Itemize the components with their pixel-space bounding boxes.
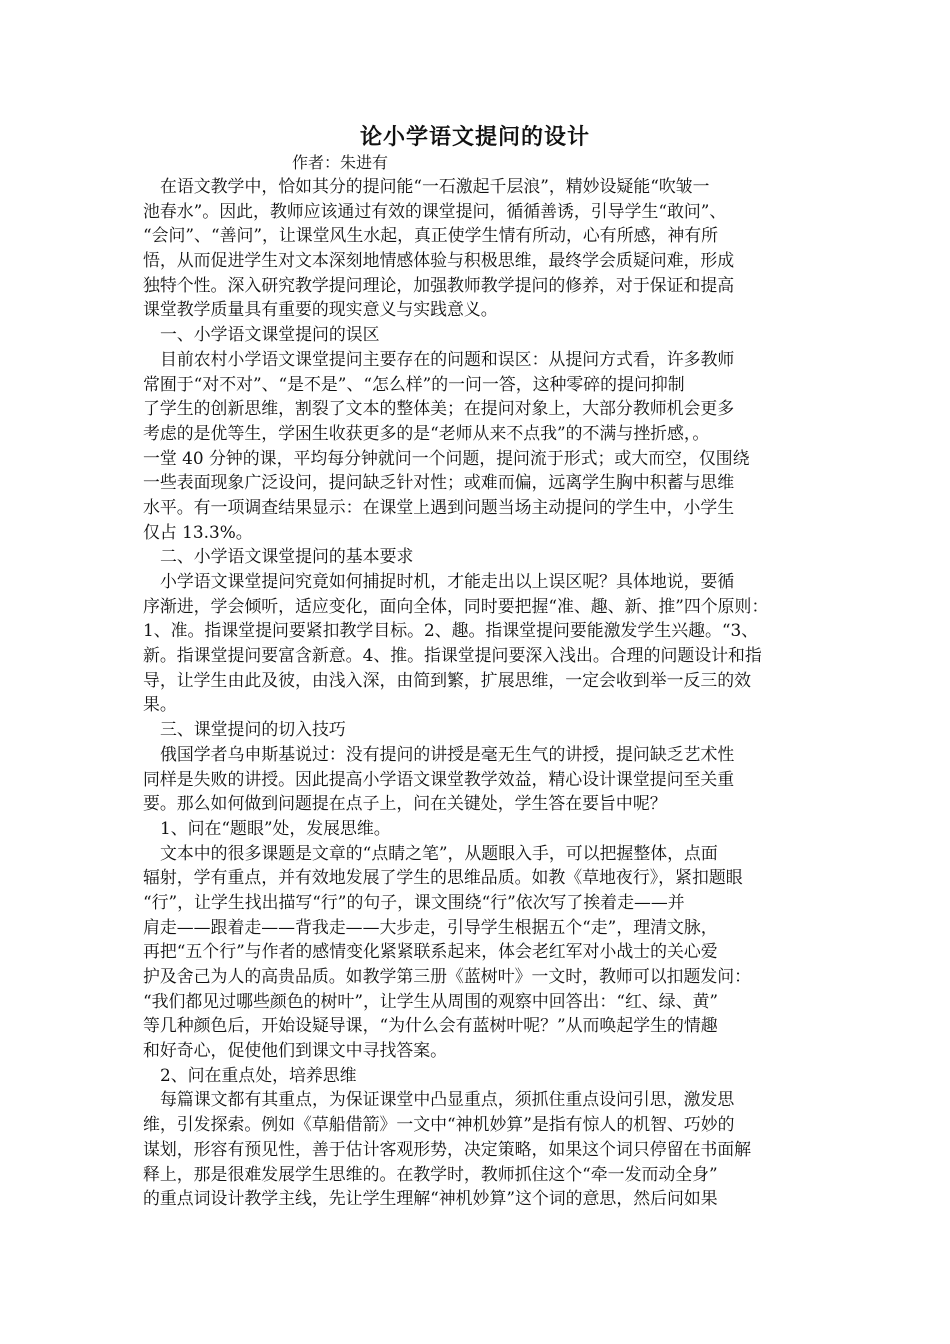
subsection-heading: 1、问在“题眼”处，发展思维。	[160, 817, 391, 838]
paragraph-line: 在语文教学中，恰如其分的提问能“一石激起千层浪”，精妙设疑能“吹皱一	[160, 176, 710, 196]
paragraph-line: 导，让学生由此及彼，由浅入深，由简到繁，扩展思维，一定会收到举一反三的效	[143, 669, 752, 690]
paragraph-line: 释上，那是很难发展学生思维的。在教学时，教师抓住这个“牵一发而动全身”	[143, 1163, 718, 1184]
paragraph-line: 果。	[143, 694, 177, 715]
subsection-heading: 2、问在重点处，培养思维	[160, 1064, 357, 1085]
paragraph-line: 的重点词设计教学主线，先让学生理解“神机妙算”这个词的意思，然后问如果	[143, 1188, 718, 1209]
paragraph-line: 水平。有一项调查结果显示：在课堂上遇到问题当场主动提问的学生中，小学生	[143, 496, 735, 517]
paragraph-line: 谋划，形容有预见性，善于估计客观形势，决定策略，如果这个词只停留在书面解	[143, 1138, 752, 1159]
paragraph-line: 1、准。指课堂提问要紧扣教学目标。2、趣。指课堂提问要能激发学生兴趣。“3、	[143, 620, 759, 641]
section-heading: 二、小学语文课堂提问的基本要求	[160, 546, 414, 567]
paragraph-line: 肩走——跟着走——背我走——大步走，引导学生根据五个“走”，理清文脉，	[143, 916, 718, 937]
paragraph-line: 每篇课文都有其重点，为保证课堂中凸显重点，须抓住重点设问引思，激发思	[160, 1089, 735, 1110]
paragraph-line: 同样是失败的讲授。因此提高小学语文课堂教学效益，精心设计课堂提问至关重	[143, 768, 735, 789]
paragraph-line: 再把“五个行”与作者的感情变化紧紧联系起来，体会老红军对小战士的关心爱	[143, 941, 718, 962]
document-title: 论小学语文提问的设计	[359, 124, 590, 150]
paragraph-line: 俄国学者乌申斯基说过：没有提问的讲授是毫无生气的讲授，提问缺乏艺术性	[160, 743, 735, 764]
paragraph-line: 护及舍己为人的高贵品质。如教学第三册《蓝树叶》一文时，教师可以扣题发问：	[143, 966, 752, 986]
paragraph-line: “会问”、“善问”，让课堂风生水起，真正使学生情有所动，心有所感，神有所	[143, 225, 719, 246]
paragraph-line: 辐射，学有重点，并有效地发展了学生的思维品质。如教《草地夜行》，紧扣题眼	[143, 867, 743, 888]
paragraph-line: 仅占 13.3%。	[143, 521, 253, 542]
paragraph-line: 独特个性。深入研究教学提问理论，加强教师教学提问的修养，对于保证和提高	[143, 274, 735, 295]
paragraph-line: 要。那么如何做到问题提在点子上，问在关键处，学生答在要旨中呢？	[143, 793, 667, 814]
author-line: 作者：朱进有	[292, 153, 389, 172]
paragraph-line: 等几种颜色后，开始设疑导课，“为什么会有蓝树叶呢？”从而唤起学生的情趣	[143, 1015, 718, 1036]
paragraph-line: 一些表面现象广泛设问，提问缺乏针对性；或难而偏，远离学生胸中积蓄与思维	[143, 472, 735, 493]
paragraph-line: 目前农村小学语文课堂提问主要存在的问题和误区：从提问方式看，许多教师	[160, 348, 735, 369]
paragraph-line: 池春水”。因此，教师应该通过有效的课堂提问，循循善诱，引导学生“敢问”、	[143, 200, 727, 221]
paragraph-line: 了学生的创新思维，割裂了文本的整体美；在提问对象上，大部分教师机会更多	[143, 398, 735, 419]
paragraph-line: 常囿于“对不对”、“是不是”、“怎么样”的一问一答，这种零碎的提问抑制	[143, 373, 685, 394]
paragraph-line: 一堂 40 分钟的课，平均每分钟就问一个问题，提问流于形式；或大而空，仅围绕	[143, 447, 750, 468]
paragraph-line: 维，引发探索。例如《草船借箭》一文中“神机妙算”是指有惊人的机智、巧妙的	[143, 1114, 735, 1135]
paragraph-line: 文本中的很多课题是文章的“点睛之笔”，从题眼入手，可以把握整体，点面	[160, 842, 718, 863]
paragraph-line: “我们都见过哪些颜色的树叶”，让学生从周围的观察中回答出：“红、绿、黄”	[143, 990, 719, 1011]
paragraph-line: 小学语文课堂提问究竟如何捕捉时机，才能走出以上误区呢？具体地说，要循	[160, 571, 735, 591]
paragraph-line: 悟，从而促进学生对文本深刻地情感体验与积极思维，最终学会质疑问难，形成	[143, 250, 735, 271]
document-body	[143, 174, 809, 1211]
paragraph-line: 新。指课堂提问要富含新意。4、推。指课堂提问要深入浅出。合理的问题设计和指	[143, 645, 762, 666]
paragraph-line: 课堂教学质量具有重要的现实意义与实践意义。	[143, 299, 498, 320]
paragraph-line: 序渐进，学会倾听，适应变化，面向全体，同时要把握“准、趣、新、推”四个原则：	[143, 595, 769, 616]
paragraph-line: 和好奇心，促使他们到课文中寻找答案。	[143, 1040, 448, 1061]
section-heading: 三、课堂提问的切入技巧	[160, 719, 346, 740]
paragraph-line: 考虑的是优等生，学困生收获更多的是“老师从来不点我”的不满与挫折感，。	[143, 422, 710, 443]
paragraph-line: “行”，让学生找出描写“行”的句子，课文围绕“行”依次写了挨着走——并	[143, 891, 685, 912]
section-heading: 一、小学语文课堂提问的误区	[160, 324, 380, 345]
